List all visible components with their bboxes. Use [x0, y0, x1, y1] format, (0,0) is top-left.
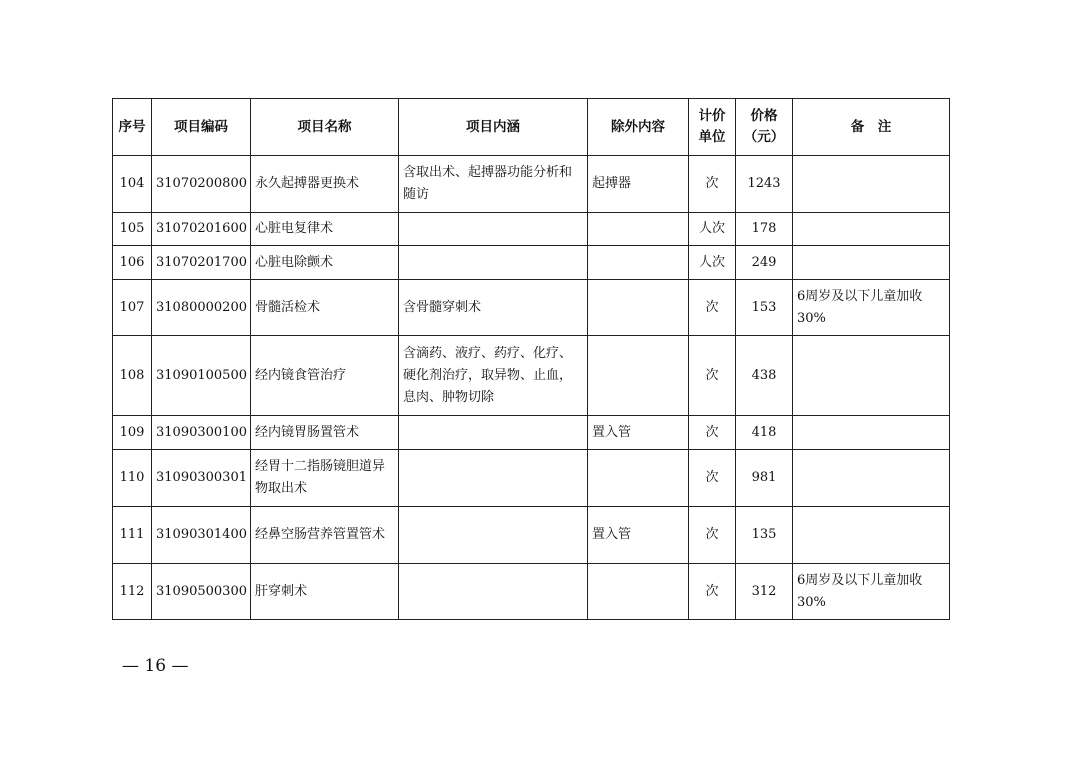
cell-content [399, 564, 588, 620]
header-price-line1: 价格 [750, 108, 778, 124]
cell-unit: 人次 [689, 246, 736, 280]
table-row [113, 156, 950, 213]
cell-name: 经内镜胃肠置管术 [251, 416, 399, 450]
table-row [113, 280, 950, 336]
cell-unit: 次 [689, 416, 736, 450]
cell-excluded [588, 450, 689, 507]
cell-excluded: 置入管 [588, 507, 689, 564]
cell-name: 永久起搏器更换术 [251, 156, 399, 213]
cell-content: 含滴药、液疗、药疗、化疗、硬化剂治疗，取异物、止血，息肉、肿物切除 [399, 336, 588, 416]
header-name: 项目名称 [251, 99, 399, 156]
header-unit-line2: 单位 [698, 129, 726, 145]
cell-name: 心脏电除颤术 [251, 246, 399, 280]
cell-price: 1243 [736, 156, 793, 213]
table-row [113, 564, 950, 620]
cell-excluded: 起搏器 [588, 156, 689, 213]
cell-code: 31090100500 [152, 336, 251, 416]
cell-price: 249 [736, 246, 793, 280]
cell-name: 经内镜食管治疗 [251, 336, 399, 416]
table-row [113, 213, 950, 246]
cell-content [399, 450, 588, 507]
cell-seq: 109 [113, 416, 152, 450]
cell-price: 312 [736, 564, 793, 620]
cell-price: 981 [736, 450, 793, 507]
cell-content [399, 213, 588, 246]
cell-remark: 6周岁及以下儿童加收30% [793, 280, 950, 336]
cell-content: 含骨髓穿刺术 [399, 280, 588, 336]
cell-name: 肝穿刺术 [251, 564, 399, 620]
table-row [113, 450, 950, 507]
cell-code: 31070201700 [152, 246, 251, 280]
cell-content [399, 416, 588, 450]
header-row [113, 99, 950, 156]
cell-unit: 人次 [689, 213, 736, 246]
header-unit-line1: 计价 [698, 108, 726, 124]
page-number: — 16 — [122, 656, 189, 676]
header-price [736, 99, 793, 156]
cell-remark [793, 336, 950, 416]
header-remark: 备 注 [793, 99, 950, 156]
cell-unit: 次 [689, 280, 736, 336]
header-seq: 序号 [113, 99, 152, 156]
table-row [113, 507, 950, 564]
cell-remark [793, 416, 950, 450]
cell-name: 经鼻空肠营养管置管术 [251, 507, 399, 564]
cell-unit: 次 [689, 336, 736, 416]
header-excluded: 除外内容 [588, 99, 689, 156]
cell-price: 418 [736, 416, 793, 450]
cell-seq: 111 [113, 507, 152, 564]
cell-seq: 104 [113, 156, 152, 213]
cell-excluded [588, 336, 689, 416]
header-price-line2: （元） [743, 129, 785, 145]
cell-excluded: 置入管 [588, 416, 689, 450]
cell-seq: 108 [113, 336, 152, 416]
cell-code: 31080000200 [152, 280, 251, 336]
cell-excluded [588, 280, 689, 336]
cell-code: 31090500300 [152, 564, 251, 620]
cell-content [399, 246, 588, 280]
cell-unit: 次 [689, 156, 736, 213]
cell-content: 含取出术、起搏器功能分析和随访 [399, 156, 588, 213]
cell-remark [793, 450, 950, 507]
table-row [113, 336, 950, 416]
cell-content [399, 507, 588, 564]
cell-seq: 106 [113, 246, 152, 280]
cell-seq: 107 [113, 280, 152, 336]
cell-excluded [588, 213, 689, 246]
cell-remark: 6周岁及以下儿童加收30% [793, 564, 950, 620]
cell-code: 31090300301 [152, 450, 251, 507]
cell-excluded [588, 246, 689, 280]
cell-price: 438 [736, 336, 793, 416]
cell-excluded [588, 564, 689, 620]
cell-seq: 110 [113, 450, 152, 507]
cell-code: 31070200800 [152, 156, 251, 213]
table-row [113, 246, 950, 280]
cell-name: 骨髓活检术 [251, 280, 399, 336]
cell-name: 经胃十二指肠镜胆道异物取出术 [251, 450, 399, 507]
fee-table [112, 98, 950, 620]
cell-unit: 次 [689, 450, 736, 507]
cell-remark [793, 213, 950, 246]
cell-price: 178 [736, 213, 793, 246]
cell-code: 31090300100 [152, 416, 251, 450]
cell-price: 153 [736, 280, 793, 336]
table-row [113, 416, 950, 450]
header-code: 项目编码 [152, 99, 251, 156]
cell-name: 心脏电复律术 [251, 213, 399, 246]
cell-remark [793, 156, 950, 213]
cell-unit: 次 [689, 507, 736, 564]
cell-seq: 112 [113, 564, 152, 620]
cell-code: 31070201600 [152, 213, 251, 246]
header-content: 项目内涵 [399, 99, 588, 156]
cell-code: 31090301400 [152, 507, 251, 564]
cell-seq: 105 [113, 213, 152, 246]
cell-remark [793, 507, 950, 564]
cell-remark [793, 246, 950, 280]
cell-price: 135 [736, 507, 793, 564]
cell-unit: 次 [689, 564, 736, 620]
header-unit [689, 99, 736, 156]
